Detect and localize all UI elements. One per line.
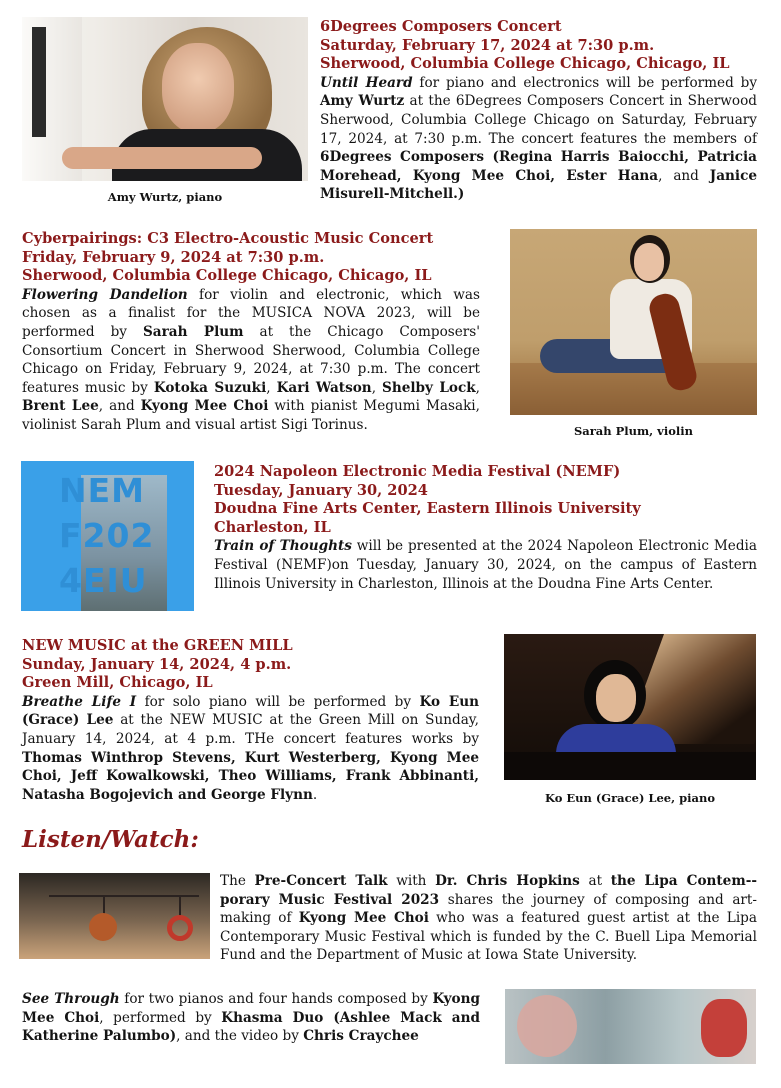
event-cyberpairings	[22, 230, 480, 435]
event-venue: Sherwood, Columbia College Chicago, Chicago, IL	[320, 55, 730, 73]
photo-caption: Sarah Plum, violin	[573, 424, 693, 438]
photo-caption: Amy Wurtz, piano	[107, 190, 223, 204]
event-description: Flowering Dandelion for violin and electronic, which was chosen as a finalist for the MUSICA NOVA 2023, will be performed by Sarah Plum at the Chicago Composers' Consortium Concert in Sherwood Sherwood, Columbia College Chicago on Friday, February 9, 2024, at 7:30 p.m. The concert features music by Kotoka Suzuki, Kari Watson, Shelby Lock, Brent Lee, and Kyong Mee Choi with pianist Megumi Masaki, violinist Sarah Plum and visual artist Sigi Torinus.	[22, 286, 481, 433]
pre-concert-talk-video-thumbnail[interactable]	[19, 873, 210, 959]
photo-caption: Ko Eun (Grace) Lee, piano	[544, 791, 716, 805]
event-date: Tuesday, January 30, 2024	[214, 481, 428, 499]
event-description: Train of Thoughts will be presented at the 2024 Napoleon Electronic Media Festival (NEMF)on Tuesday, January 30, 2024, on the campus of Eastern Illinois University in Charleston, Illinois at the Doudna Fine Arts Center.	[214, 538, 757, 592]
event-venue: Green Mill, Chicago, IL	[22, 674, 213, 692]
event-date: Friday, February 9, 2024 at 7:30 p.m.	[22, 248, 325, 266]
event-description: Until Heard for piano and electronics will be performed by Amy Wurtz at the 6Degrees Composers Concert in Sherwood Sherwood, Columbia College Chicago on Saturday, February 17, 2024, at 7:30 p.m. The concert features the members of 6Degrees Composers (Regina Harris Baiocchi, Patricia Morehead, Kyong Mee Choi, Ester Hana, and Janice Misurell-Mitchell.)	[320, 74, 757, 203]
listen-watch-heading: Listen/Watch:	[22, 826, 199, 853]
event-title: NEW MUSIC at the GREEN MILL	[22, 637, 293, 654]
event-title: 6Degrees Composers Concert	[320, 18, 562, 35]
event-description: Breathe Life I for solo piano will be performed by Ko Eun (Grace) Lee at the NEW MUSIC at the Green Mill on Sunday, January 14, 2024, at 4 p.m. THe concert features works by Thomas Winthrop Stevens, Kurt Westerberg, Kyong Mee Choi, Jeff Kowalkowski, Theo Williams, Frank Abbinanti, Natasha Bogojevich and George Flynn.	[22, 693, 479, 803]
event-venue: Sherwood, Columbia College Chicago, Chicago, IL	[22, 267, 432, 285]
nemf-poster: NEM F202 4EIU	[21, 461, 194, 611]
event-date: Saturday, February 17, 2024 at 7:30 p.m.	[320, 36, 655, 54]
event-date: Sunday, January 14, 2024, 4 p.m.	[22, 655, 292, 673]
event-title: Cyberpairings: C3 Electro-Acoustic Music Concert	[22, 230, 434, 247]
sarah-plum-photo	[510, 229, 757, 415]
event-title: 2024 Napoleon Electronic Media Festival (NEMF)	[214, 463, 621, 480]
event-6degrees	[320, 18, 757, 204]
event-venue: Doudna Fine Arts Center, Eastern Illinois University	[214, 500, 641, 518]
pre-concert-talk-description: The Pre-Concert Talk with Dr. Chris Hopkins at the Lipa Contem--porary Music Festival 2023 shares the journey of composing and art-making of Kyong Mee Choi who was a featured guest artist at the Lipa Contemporary Music Festival which is funded by the C. Buell Lipa Memorial Fund and the Department of Music at Iowa State University.	[220, 873, 757, 964]
event-city: Charleston, IL	[214, 518, 331, 536]
see-through-description: See Through for two pianos and four hands composed by Kyong Mee Choi, performed by Khasma Duo (Ashlee Mack and Katherine Palumbo), and the video by Chris Craychee	[22, 991, 480, 1045]
amy-wurtz-photo	[22, 17, 308, 181]
event-nemf	[214, 463, 757, 593]
grace-lee-photo	[504, 634, 756, 780]
see-through-video-thumbnail[interactable]	[505, 989, 756, 1064]
event-green-mill	[22, 637, 479, 804]
